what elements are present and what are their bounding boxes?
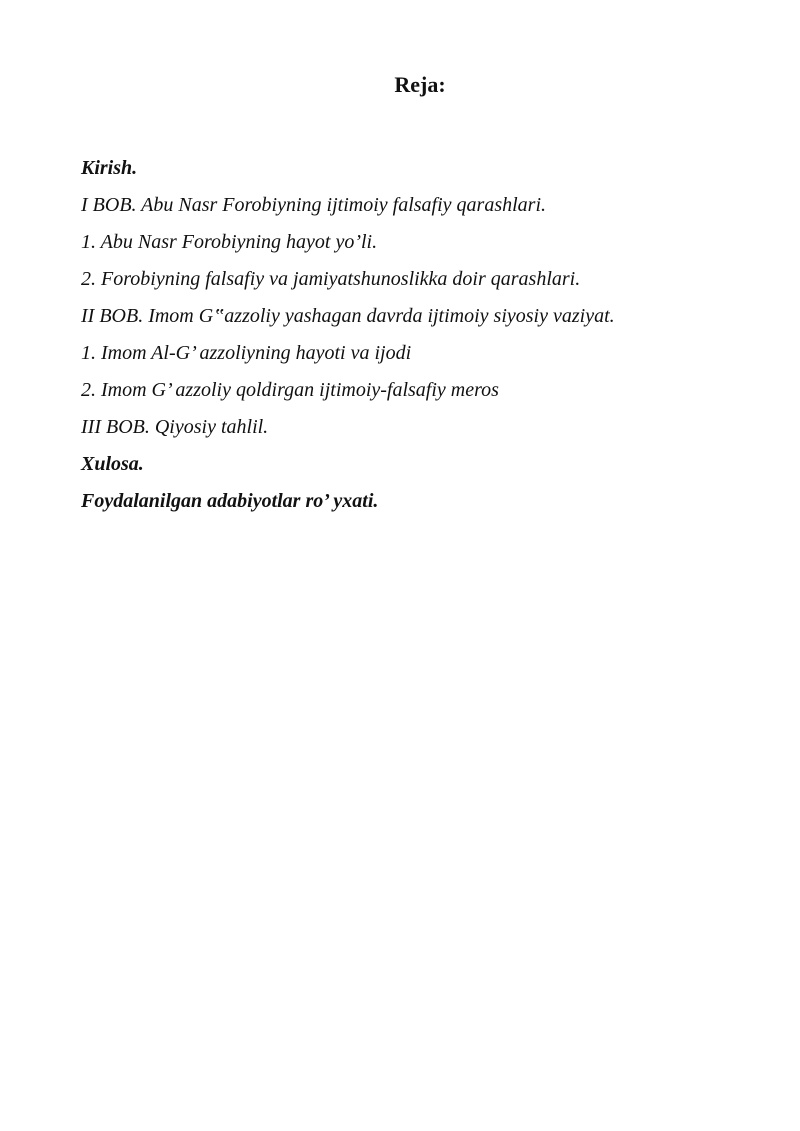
plan-item-chapter-1-section-2: 2. Forobiyning falsafiy va jamiyatshunoslikka doir qarashlari. <box>81 268 581 290</box>
plan-item-conclusion: Xulosa. <box>81 453 144 475</box>
plan-item-chapter-2-section-1: 1. Imom Al-G’ azzoliyning hayoti va ijodi <box>81 342 412 364</box>
plan-item-chapter-1-section-1: 1. Abu Nasr Forobiyning hayot yo’li. <box>81 231 378 253</box>
plan-item-introduction: Kirish. <box>81 157 138 179</box>
plan-item-bibliography: Foydalanilgan adabiyotlar ro’ yxati. <box>81 490 379 512</box>
plan-item-chapter-2: II BOB. Imom G‟azzoliy yashagan davrda ijtimoiy siyosiy vaziyat. <box>81 305 615 327</box>
plan-list <box>81 150 761 520</box>
page-title: Reja: <box>394 72 446 97</box>
plan-item-chapter-2-section-2: 2. Imom G’ azzoliy qoldirgan ijtimoiy-falsafiy meros <box>81 379 499 401</box>
plan-item-chapter-3: III BOB. Qiyosiy tahlil. <box>81 416 269 438</box>
plan-item-chapter-1: I BOB. Abu Nasr Forobiyning ijtimoiy falsafiy qarashlari. <box>81 194 546 216</box>
